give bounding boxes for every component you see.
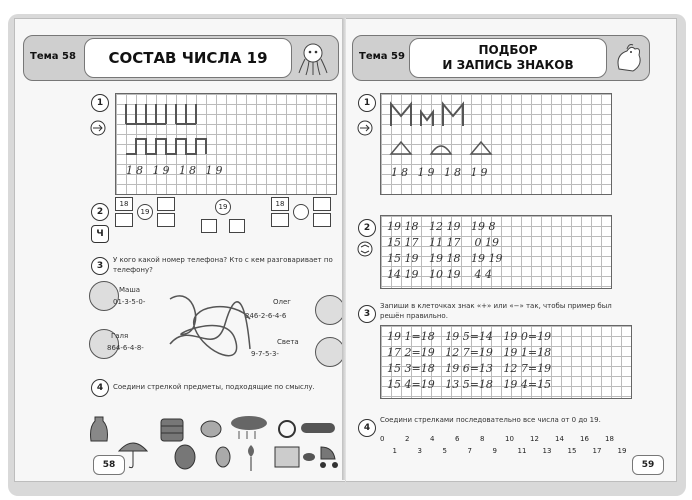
left-topic-label: Тема 58 bbox=[30, 51, 76, 62]
task-number: 4 bbox=[358, 419, 376, 437]
sequence-number: 16 bbox=[580, 435, 589, 443]
log-icon bbox=[301, 423, 335, 433]
right-page bbox=[346, 18, 677, 482]
task-number: 1 bbox=[91, 94, 109, 112]
objects-row-bottom bbox=[115, 435, 345, 475]
writing-grid bbox=[380, 93, 612, 195]
equation-row: 17 2=19 12 7=19 19 1=18 bbox=[387, 346, 552, 359]
comparison-grid bbox=[380, 215, 612, 289]
masha-phone: 01-3-5-0- bbox=[113, 298, 146, 306]
sequence-number: 18 bbox=[605, 435, 614, 443]
handwriting-sample: 18 19 18 19 bbox=[126, 164, 226, 177]
goal-icon bbox=[275, 447, 299, 467]
arrow-right-icon bbox=[356, 120, 376, 136]
comparison-row: 14 19 10 19 4 4 bbox=[387, 268, 492, 281]
stroller-icon bbox=[320, 447, 338, 468]
bee-icon bbox=[303, 453, 315, 461]
equation-row: 15 4=19 13 5=18 19 4=15 bbox=[387, 378, 552, 391]
number-circle: 19 bbox=[215, 199, 231, 215]
task-number: 3 bbox=[358, 305, 376, 323]
sequence-number: 14 bbox=[555, 435, 564, 443]
task-instruction: Соедини стрелками последовательно все числа от 0 до 19. bbox=[380, 416, 601, 424]
equation-row: 19 1=18 19 5=14 19 0=19 bbox=[387, 330, 552, 343]
number-box[interactable] bbox=[271, 213, 289, 227]
number-box[interactable] bbox=[115, 213, 133, 227]
right-topic-label: Тема 59 bbox=[359, 51, 405, 62]
baby-icon bbox=[216, 447, 230, 467]
sequence-number: 8 bbox=[480, 435, 485, 443]
letter-pattern bbox=[381, 94, 611, 194]
sequence-number: 3 bbox=[417, 447, 422, 455]
hedgehog-icon bbox=[175, 445, 195, 469]
number-box[interactable] bbox=[201, 219, 217, 233]
sequence-number: 1 bbox=[392, 447, 397, 455]
tulip-icon bbox=[248, 445, 254, 471]
equation-row: 15 3=18 19 6=13 12 7=19 bbox=[387, 362, 552, 375]
number-circle: 19 bbox=[137, 204, 153, 220]
compare-icon bbox=[356, 241, 376, 257]
arrow-right-icon bbox=[89, 120, 109, 136]
comparison-row: 15 17 11 17 0 19 bbox=[387, 236, 499, 249]
task-instruction: У кого какой номер телефона? Кто с кем разговаривает по телефону? bbox=[113, 256, 333, 274]
number-box[interactable] bbox=[313, 213, 331, 227]
sequence-number: 10 bbox=[505, 435, 514, 443]
task-number: 2 bbox=[91, 203, 109, 221]
title-line-1: ПОДБОР bbox=[478, 43, 538, 57]
sequence-number: 2 bbox=[405, 435, 410, 443]
vase-icon bbox=[91, 417, 108, 441]
sequence-number: 5 bbox=[442, 447, 447, 455]
sequence-number: 9 bbox=[492, 447, 497, 455]
sequence-number: 11 bbox=[517, 447, 527, 455]
oleg-phone: 246-2-6-4-6 bbox=[245, 312, 287, 320]
oleg-name: Олег bbox=[273, 298, 291, 306]
task-instruction: Соедини стрелкой предметы, подходящие по смыслу. bbox=[113, 383, 315, 391]
right-topic-band bbox=[352, 35, 650, 81]
writing-grid bbox=[115, 93, 337, 195]
comparison-row: 19 18 12 19 19 8 bbox=[387, 220, 496, 233]
sveta-phone: 9-7-5-3- bbox=[251, 350, 279, 358]
number-box[interactable] bbox=[313, 197, 331, 211]
sequence-number: 6 bbox=[455, 435, 460, 443]
tangled-phone-cords bbox=[165, 289, 255, 359]
left-page-title: СОСТАВ ЧИСЛА 19 bbox=[84, 38, 292, 78]
sequence-number: 12 bbox=[530, 435, 539, 443]
task-letter: Ч bbox=[91, 225, 109, 243]
sequence-number: 7 bbox=[467, 447, 472, 455]
right-page-title bbox=[409, 38, 607, 78]
sveta-name: Света bbox=[277, 338, 299, 346]
task-instruction: Запиши в клеточках знак «+» или «−» так, чтобы пример был решён правильно. bbox=[380, 302, 612, 320]
left-page bbox=[14, 18, 345, 482]
number-circle[interactable] bbox=[293, 204, 309, 220]
equations-grid bbox=[380, 325, 632, 399]
sequence-number: 0 bbox=[380, 435, 385, 443]
task-number: 3 bbox=[91, 257, 109, 275]
rooster-icon bbox=[609, 39, 647, 77]
comparison-row: 15 19 19 18 19 19 bbox=[387, 252, 503, 265]
task-number: 4 bbox=[91, 379, 109, 397]
galya-phone: 864-6-4-8- bbox=[107, 344, 144, 352]
right-page-number: 59 bbox=[632, 455, 664, 475]
number-sequence bbox=[380, 433, 640, 463]
sequence-number: 4 bbox=[430, 435, 435, 443]
sequence-number: 17 bbox=[592, 447, 602, 455]
sequence-number: 15 bbox=[567, 447, 577, 455]
sveta-avatar bbox=[315, 337, 345, 367]
left-page-number: 58 bbox=[93, 455, 125, 475]
octopus-icon bbox=[294, 39, 332, 77]
left-topic-band bbox=[23, 35, 339, 81]
number-box: 18 bbox=[271, 197, 289, 211]
number-box: 18 bbox=[115, 197, 133, 211]
number-box[interactable] bbox=[229, 219, 245, 233]
sequence-number: 19 bbox=[617, 447, 627, 455]
oleg-avatar bbox=[315, 295, 345, 325]
task-number: 2 bbox=[358, 219, 376, 237]
task-number: 1 bbox=[358, 94, 376, 112]
handwriting-sample: 18 19 18 19 bbox=[391, 166, 491, 179]
masha-name: Маша bbox=[119, 286, 141, 294]
number-box[interactable] bbox=[157, 213, 175, 227]
sequence-number: 13 bbox=[542, 447, 552, 455]
title-line-2: И ЗАПИСЬ ЗНАКОВ bbox=[442, 58, 574, 72]
galya-name: Галя bbox=[111, 332, 129, 340]
number-box[interactable] bbox=[157, 197, 175, 211]
letter-pattern bbox=[116, 94, 336, 194]
